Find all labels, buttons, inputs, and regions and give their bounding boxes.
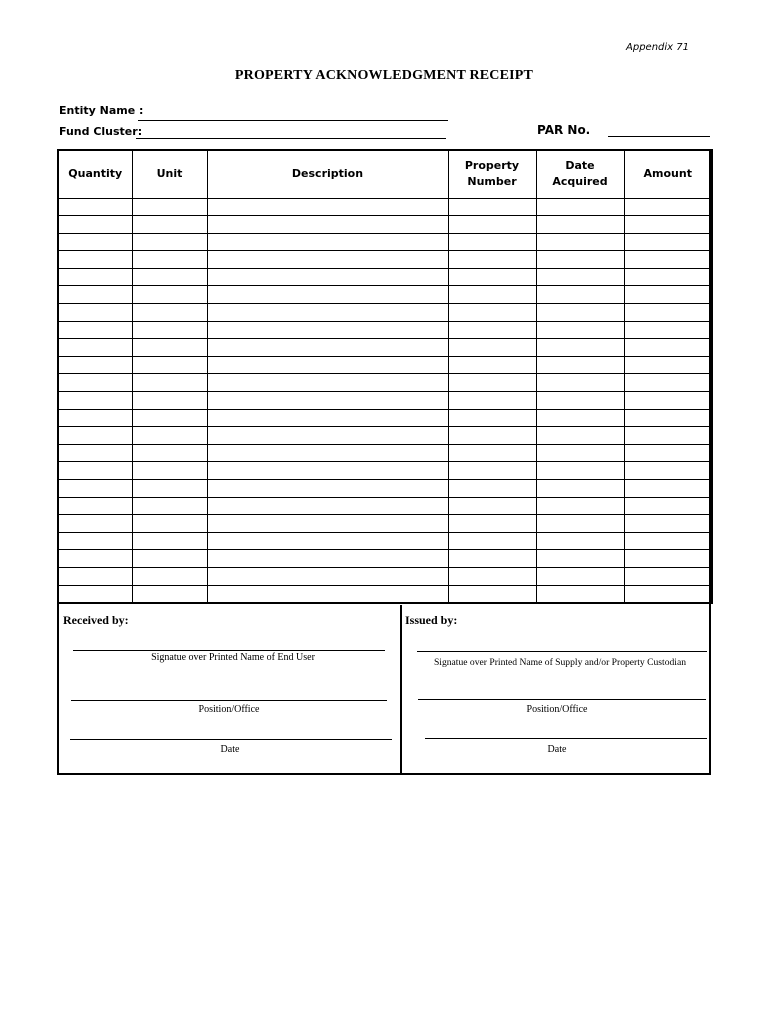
par-no-field[interactable]: [608, 136, 710, 137]
received-date-line[interactable]: [70, 739, 392, 740]
signature-divider: [400, 605, 402, 775]
par-no-label: PAR No.: [537, 123, 591, 137]
issued-signature-caption: Signatue over Printed Name of Supply and/or Property Custodian: [433, 657, 687, 668]
form-title: PROPERTY ACKNOWLEDGMENT RECEIPT: [234, 68, 534, 83]
fund-cluster-label: Fund Cluster:: [59, 125, 143, 138]
form-frame: [57, 149, 711, 775]
issued-position-caption: Position/Office: [526, 704, 588, 715]
issued-position-line[interactable]: [418, 699, 706, 700]
column-header-date-acquired-text: Date Acquired: [552, 159, 608, 189]
fund-cluster-field[interactable]: [136, 138, 446, 139]
received-signature-line[interactable]: [73, 650, 385, 651]
column-header-amount: Amount: [624, 150, 712, 198]
received-position-caption: Position/Office: [198, 704, 260, 715]
column-header-description: Description: [207, 150, 448, 198]
column-header-quantity: Quantity: [58, 150, 132, 198]
column-header-unit: Unit: [132, 150, 207, 198]
issued-date-caption: Date: [547, 744, 567, 755]
column-header-property-number-text: Property Number: [464, 159, 520, 189]
issued-date-line[interactable]: [425, 738, 707, 739]
received-position-line[interactable]: [71, 700, 387, 701]
appendix-label: Appendix 71: [626, 42, 689, 53]
entity-name-label: Entity Name :: [59, 104, 144, 117]
entity-name-field[interactable]: [138, 120, 448, 121]
issued-by-label: Issued by:: [405, 613, 458, 627]
received-date-caption: Date: [220, 744, 240, 755]
issued-signature-line[interactable]: [417, 651, 707, 652]
received-signature-caption: Signatue over Printed Name of End User: [151, 652, 315, 663]
received-by-label: Received by:: [63, 613, 129, 627]
